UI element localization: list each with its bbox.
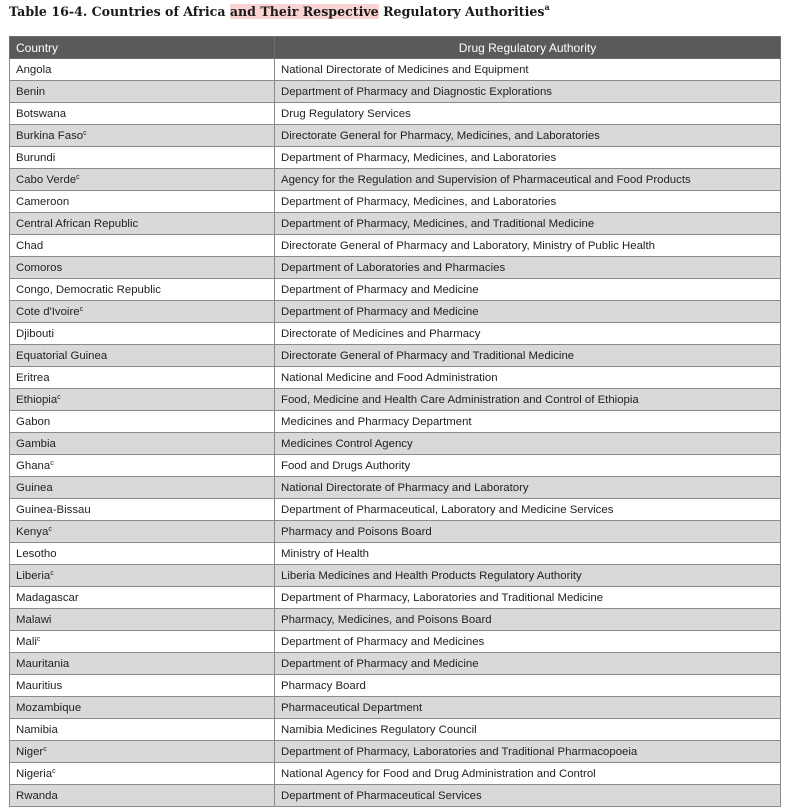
country-cell xyxy=(10,345,275,367)
table-row xyxy=(10,477,781,499)
country-cell xyxy=(10,59,275,81)
country-cell xyxy=(10,367,275,389)
authority-cell: Directorate of Medicines and Pharmacy xyxy=(275,323,781,345)
country-cell xyxy=(10,411,275,433)
authority-cell: Liberia Medicines and Health Products Regulatory Authority xyxy=(275,565,781,587)
country-cell xyxy=(10,455,275,477)
authority-cell: Department of Pharmacy and Medicine xyxy=(275,301,781,323)
table-row xyxy=(10,367,781,389)
caption-footnote-marker: a xyxy=(544,2,550,12)
authority-cell: Department of Pharmacy, Laboratories and Traditional Pharmacopoeia xyxy=(275,741,781,763)
authority-cell: Department of Laboratories and Pharmacies xyxy=(275,257,781,279)
country-name: Benin xyxy=(16,85,46,98)
country-cell xyxy=(10,653,275,675)
table-row xyxy=(10,609,781,631)
country-cell xyxy=(10,235,275,257)
authority-cell: Directorate General of Pharmacy and Traditional Medicine xyxy=(275,345,781,367)
country-name: Madagascar xyxy=(16,591,79,604)
country-name: Gambia xyxy=(16,437,56,450)
country-name: Namibia xyxy=(16,723,58,736)
table-row xyxy=(10,59,781,81)
authority-cell: Ministry of Health xyxy=(275,543,781,565)
table-row xyxy=(10,103,781,125)
country-name: Burkina Faso xyxy=(16,129,84,142)
authority-cell: National Agency for Food and Drug Administration and Control xyxy=(275,763,781,785)
table-row xyxy=(10,565,781,587)
country-name: Comoros xyxy=(16,261,63,274)
table-row xyxy=(10,345,781,367)
country-cell xyxy=(10,433,275,455)
table-row xyxy=(10,455,781,477)
table-row xyxy=(10,675,781,697)
table-row xyxy=(10,653,781,675)
authority-cell: Department of Pharmaceutical Services xyxy=(275,785,781,807)
country-name: Cabo Verde xyxy=(16,173,77,186)
country-cell xyxy=(10,675,275,697)
authority-cell: National Directorate of Medicines and Equipment xyxy=(275,59,781,81)
country-cell xyxy=(10,389,275,411)
country-name: Nigeria xyxy=(16,767,53,780)
table-row xyxy=(10,235,781,257)
regulatory-authorities-table xyxy=(9,36,781,807)
country-name: Cameroon xyxy=(16,195,70,208)
table-row xyxy=(10,213,781,235)
authority-cell: Department of Pharmacy, Medicines, and Laboratories xyxy=(275,191,781,213)
country-name: Chad xyxy=(16,239,44,252)
table-row xyxy=(10,631,781,653)
footnote-marker: c xyxy=(57,393,61,401)
footnote-marker: c xyxy=(52,767,56,775)
country-cell xyxy=(10,147,275,169)
authority-cell: Department of Pharmacy and Diagnostic Explorations xyxy=(275,81,781,103)
country-name: Cote d'Ivoire xyxy=(16,305,80,318)
table-caption xyxy=(9,2,550,22)
caption-text-start: Table 16-4. Countries of Africa xyxy=(9,4,230,19)
table-row xyxy=(10,785,781,807)
country-name: Angola xyxy=(16,63,52,76)
table-row xyxy=(10,389,781,411)
table-row xyxy=(10,499,781,521)
table-row xyxy=(10,169,781,191)
caption-text-end: Regulatory Authorities xyxy=(378,4,545,19)
country-cell xyxy=(10,81,275,103)
country-name: Central African Republic xyxy=(16,217,139,230)
authority-cell: Food and Drugs Authority xyxy=(275,455,781,477)
country-cell xyxy=(10,103,275,125)
table-row xyxy=(10,279,781,301)
authority-cell: Pharmacy and Poisons Board xyxy=(275,521,781,543)
country-name: Mauritania xyxy=(16,657,70,670)
table-row xyxy=(10,301,781,323)
country-name: Rwanda xyxy=(16,789,58,802)
country-name: Burundi xyxy=(16,151,56,164)
table-row xyxy=(10,543,781,565)
footnote-marker: c xyxy=(36,635,41,643)
country-cell xyxy=(10,631,275,653)
country-cell xyxy=(10,301,275,323)
authority-cell: National Directorate of Pharmacy and Laboratory xyxy=(275,477,781,499)
country-cell xyxy=(10,125,275,147)
authority-cell: Drug Regulatory Services xyxy=(275,103,781,125)
table-row xyxy=(10,587,781,609)
footnote-marker: c xyxy=(43,745,47,753)
table-row xyxy=(10,411,781,433)
country-name: Niger xyxy=(16,745,44,758)
table-row xyxy=(10,191,781,213)
country-name: Liberia xyxy=(16,569,51,582)
country-cell xyxy=(10,785,275,807)
country-cell xyxy=(10,279,275,301)
country-cell xyxy=(10,213,275,235)
table-header-row xyxy=(10,37,781,59)
country-cell xyxy=(10,257,275,279)
table-row xyxy=(10,697,781,719)
country-cell xyxy=(10,587,275,609)
country-cell xyxy=(10,609,275,631)
country-name: Djibouti xyxy=(16,327,54,340)
authority-cell: Pharmacy Board xyxy=(275,675,781,697)
caption-highlighted-text[interactable]: and Their Respective xyxy=(229,4,379,19)
table-row xyxy=(10,521,781,543)
authority-cell: Food, Medicine and Health Care Administration and Control of Ethiopia xyxy=(275,389,781,411)
country-cell xyxy=(10,521,275,543)
authority-cell: Agency for the Regulation and Supervision of Pharmaceutical and Food Products xyxy=(275,169,781,191)
table-body xyxy=(10,59,781,807)
authority-cell: National Medicine and Food Administration xyxy=(275,367,781,389)
country-name: Equatorial Guinea xyxy=(16,349,108,362)
authority-cell: Department of Pharmacy and Medicine xyxy=(275,279,781,301)
header-drug-regulatory-authority: Drug Regulatory Authority xyxy=(275,37,781,59)
footnote-marker: c xyxy=(76,173,80,181)
authority-cell: Department of Pharmaceutical, Laboratory and Medicine Services xyxy=(275,499,781,521)
authority-cell: Department of Pharmacy, Medicines, and Traditional Medicine xyxy=(275,213,781,235)
table-row xyxy=(10,81,781,103)
table-row xyxy=(10,741,781,763)
country-cell xyxy=(10,499,275,521)
country-cell xyxy=(10,741,275,763)
country-name: Mauritius xyxy=(16,679,63,692)
country-name: Kenya xyxy=(16,525,49,538)
country-name: Congo, Democratic Republic xyxy=(16,283,161,296)
footnote-marker: c xyxy=(50,569,54,577)
footnote-marker: c xyxy=(83,129,87,137)
table-row xyxy=(10,257,781,279)
country-name: Lesotho xyxy=(16,547,57,560)
authority-cell: Pharmaceutical Department xyxy=(275,697,781,719)
country-cell xyxy=(10,477,275,499)
footnote-marker: c xyxy=(50,459,54,467)
country-name: Gabon xyxy=(16,415,51,428)
country-cell xyxy=(10,719,275,741)
table-row xyxy=(10,719,781,741)
table-row xyxy=(10,147,781,169)
country-cell xyxy=(10,169,275,191)
authority-cell: Department of Pharmacy, Laboratories and Traditional Medicine xyxy=(275,587,781,609)
table-row xyxy=(10,433,781,455)
country-cell xyxy=(10,543,275,565)
country-name: Mozambique xyxy=(16,701,82,714)
authority-cell: Department of Pharmacy and Medicines xyxy=(275,631,781,653)
country-name: Ethiopia xyxy=(16,393,58,406)
authority-cell: Medicines and Pharmacy Department xyxy=(275,411,781,433)
footnote-marker: c xyxy=(79,305,84,313)
authority-cell: Department of Pharmacy, Medicines, and Laboratories xyxy=(275,147,781,169)
authority-cell: Department of Pharmacy and Medicine xyxy=(275,653,781,675)
country-cell xyxy=(10,323,275,345)
country-name: Malawi xyxy=(16,613,52,626)
table-row xyxy=(10,125,781,147)
country-name: Eritrea xyxy=(16,371,50,384)
authority-cell: Medicines Control Agency xyxy=(275,433,781,455)
table-row xyxy=(10,763,781,785)
country-name: Guinea xyxy=(16,481,53,494)
authority-cell: Namibia Medicines Regulatory Council xyxy=(275,719,781,741)
country-cell xyxy=(10,565,275,587)
country-name: Guinea-Bissau xyxy=(16,503,91,516)
country-cell xyxy=(10,191,275,213)
header-country: Country xyxy=(10,37,275,59)
authority-cell: Directorate General for Pharmacy, Medicines, and Laboratories xyxy=(275,125,781,147)
country-cell xyxy=(10,697,275,719)
authority-cell: Pharmacy, Medicines, and Poisons Board xyxy=(275,609,781,631)
footnote-marker: c xyxy=(48,525,52,533)
country-cell xyxy=(10,763,275,785)
country-name: Mali xyxy=(16,635,37,648)
table-row xyxy=(10,323,781,345)
authority-cell: Directorate General of Pharmacy and Laboratory, Ministry of Public Health xyxy=(275,235,781,257)
country-name: Botswana xyxy=(16,107,67,120)
country-name: Ghana xyxy=(16,459,51,472)
